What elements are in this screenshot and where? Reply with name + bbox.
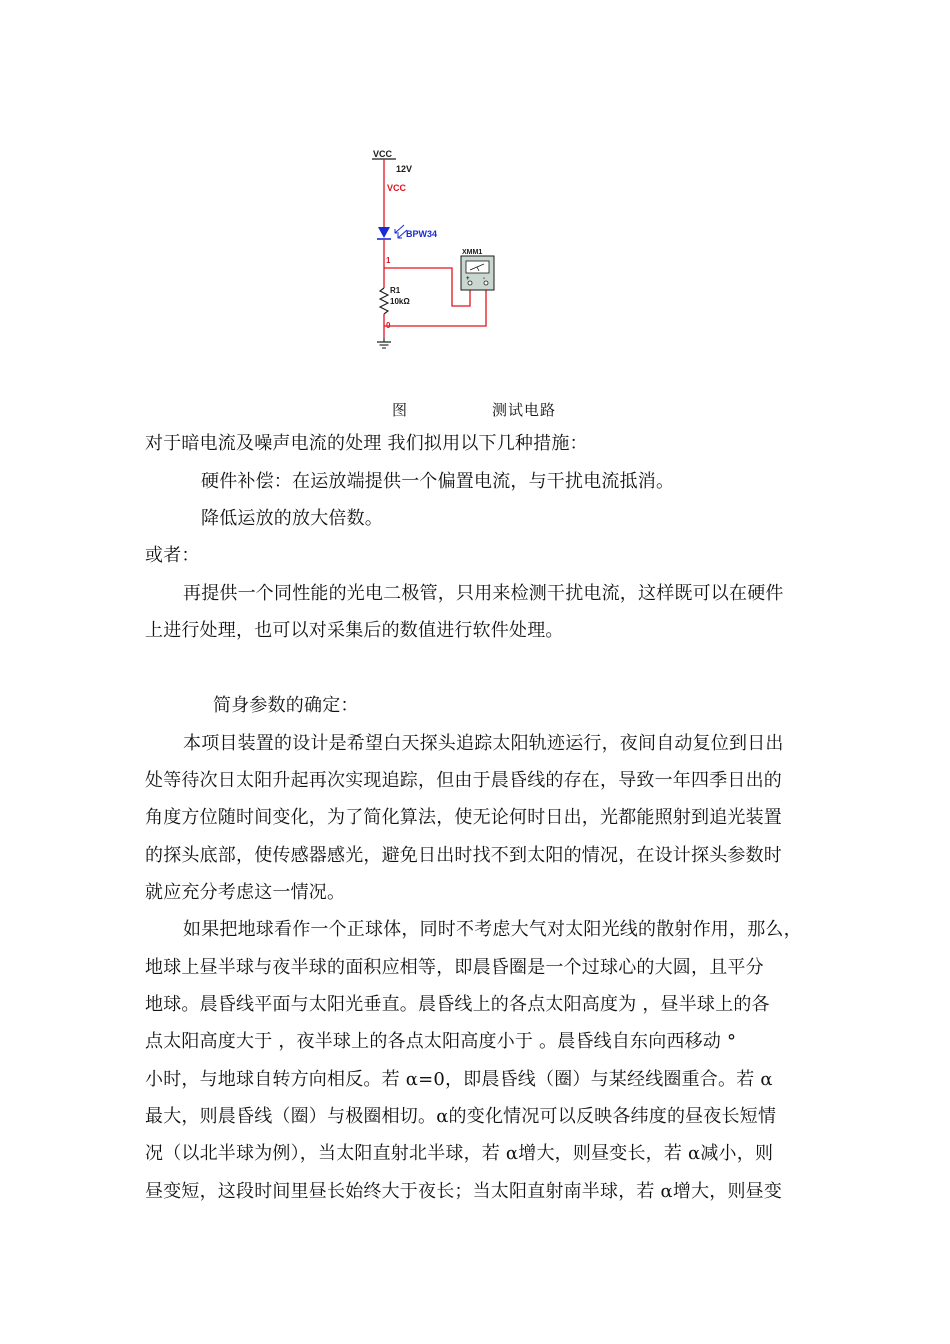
text-line: 硬件补偿：在运放端提供一个偏置电流，与干扰电流抵消。 [201, 471, 675, 492]
figure-caption-title: 测试电路 [492, 401, 557, 419]
voltage-label: 12V [396, 164, 413, 174]
text-line: 降低运放的放大倍数。 [201, 508, 383, 529]
svg-text:-: - [483, 276, 485, 282]
figure-caption-prefix: 图 [392, 401, 409, 419]
photodiode-icon [377, 225, 407, 239]
text-line: 的探头底部，使传感器感光，避免日出时找不到太阳的情况，在设计探头参数时 [145, 845, 782, 866]
text-line: 上进行处理，也可以对采集后的数值进行软件处理。 [145, 620, 564, 641]
vcc-net-label: VCC [387, 183, 407, 193]
text-line: 处等待次日太阳升起再次实现追踪，但由于晨昏线的存在，导致一年四季日出的 [145, 770, 782, 791]
text-line: 最大，则晨昏线（圈）与极圈相切。α的变化情况可以反映各纬度的昼夜长短情 [145, 1106, 777, 1127]
resistor-value: 10kΩ [390, 297, 410, 306]
section-heading: 简身参数的确定： [213, 695, 359, 716]
text-line: 就应充分考虑这一情况。 [145, 882, 346, 903]
text-line: 本项目装置的设计是希望白天探头追踪太阳轨迹运行，夜间自动复位到日出 [183, 733, 784, 754]
text-line: 如果把地球看作一个正球体，同时不考虑大气对太阳光线的散射作用，那么， [183, 919, 802, 940]
text-line: 或者： [145, 545, 200, 566]
text-line: 昼变短，这段时间里昼长始终大于夜长；当太阳直射南半球，若 α增大，则昼变 [145, 1181, 783, 1202]
text-line: 点太阳高度大于 ，夜半球上的各点太阳高度小于 。晨昏线自东向西移动 ° [145, 1031, 737, 1052]
text-line: 地球。晨昏线平面与太阳光垂直。晨昏线上的各点太阳高度为 ，昼半球上的各 [145, 994, 770, 1015]
text-line: 地球上昼半球与夜半球的面积应相等，即晨昏圈是一个过球心的大圆，且平分 [145, 957, 764, 978]
diode-label: BPW34 [406, 229, 438, 239]
text-line: 对于暗电流及噪声电流的处理 我们拟用以下几种措施： [145, 433, 588, 454]
resistor-icon [380, 288, 388, 314]
test-circuit-diagram [360, 140, 520, 355]
node1-label: 1 [386, 256, 391, 265]
ground-icon [377, 338, 391, 348]
multimeter-icon [461, 256, 494, 290]
text-line: 况（以北半球为例），当太阳直射北半球，若 α增大，则昼变长，若 α减小，则 [145, 1143, 774, 1164]
resistor-name: R1 [390, 286, 401, 295]
svg-text:+: + [466, 276, 470, 282]
node0-label: 0 [386, 321, 391, 330]
vcc-top-label: VCC [373, 149, 393, 159]
multimeter-label: XMM1 [462, 249, 483, 256]
text-line: 再提供一个同性能的光电二极管，只用来检测干扰电流，这样既可以在硬件 [183, 583, 784, 604]
text-line: 角度方位随时间变化，为了简化算法，使无论何时日出，光都能照射到追光装置 [145, 807, 782, 828]
text-line: 小时，与地球自转方向相反。若 α=0，即晨昏线（圈）与某经线圈重合。若 α [145, 1069, 773, 1090]
